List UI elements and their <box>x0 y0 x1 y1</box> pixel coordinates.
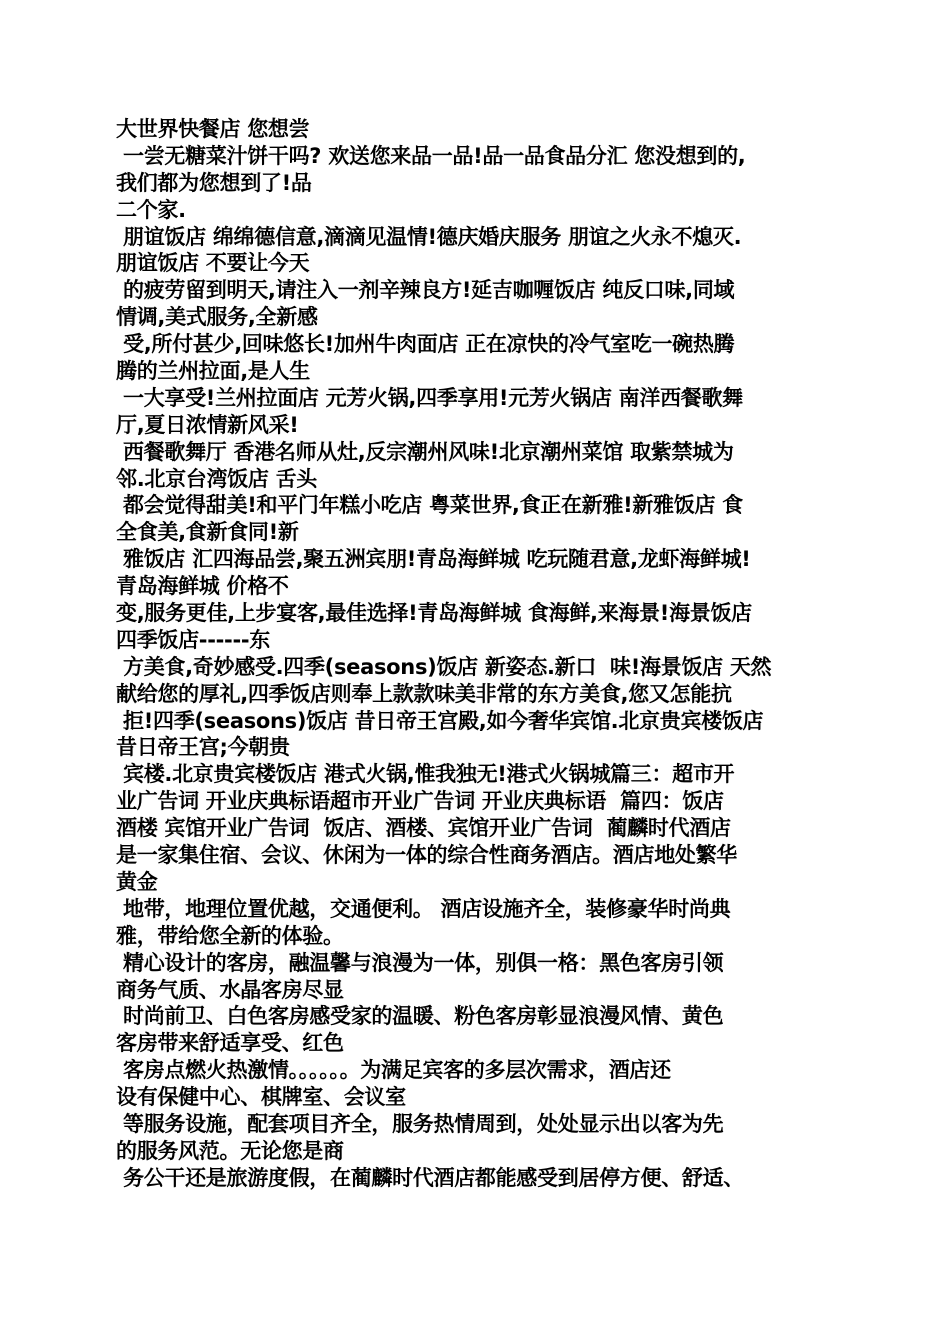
text-line: 受,所付甚少,回味悠长!加州牛肉面店 正在凉快的冷气室吃一碗热腾 <box>116 332 735 357</box>
text-line: 业广告词 开业庆典标语超市开业广告词 开业庆典标语 篇四：饭店 <box>116 789 724 814</box>
text-line: 拒!四季(seasons)饭店 昔日帝王宫殿,如今奢华宾馆.北京贵宾楼饭店 <box>116 708 764 733</box>
text-line: 商务气质、水晶客房尽显 <box>116 977 344 1002</box>
text-line: 精心设计的客房，融温馨与浪漫为一体，别俱一格：黑色客房引领 <box>116 950 724 975</box>
text-line: 腾的兰州拉面,是人生 <box>116 359 310 384</box>
text-line: 我们都为您想到了!品 <box>116 170 312 195</box>
text-line: 地带，地理位置优越，交通便利。 酒店设施齐全，装修豪华时尚典 <box>116 896 731 921</box>
text-line: 时尚前卫、白色客房感受家的温暖、粉色客房彰显浪漫风情、黄色 <box>116 1004 724 1029</box>
text-line: 情调,美式服务,全新感 <box>116 305 318 330</box>
text-line: 朋谊饭店 不要让今天 <box>116 251 310 276</box>
text-line: 的服务风范。无论您是商 <box>116 1138 344 1163</box>
text-line: 的疲劳留到明天,请注入一剂辛辣良方!延吉咖喱饭店 纯反口味,同域 <box>116 278 735 303</box>
text-line: 西餐歌舞厅 香港名师从灶,反宗潮州风味!北京潮州菜馆 取紫禁城为 <box>116 439 734 464</box>
text-line: 全食美,食新食同!新 <box>116 520 299 545</box>
text-line: 务公干还是旅游度假，在蔺麟时代酒店都能感受到居停方便、舒适、 <box>116 1165 745 1190</box>
text-line: 二个家. <box>116 197 186 222</box>
text-line: 一大享受!兰州拉面店 元芳火锅,四季享用!元芳火锅店 南洋西餐歌舞 <box>116 385 743 410</box>
text-line: 青岛海鲜城 价格不 <box>116 574 289 599</box>
text-line: 厅,夏日浓情新风采! <box>116 412 299 437</box>
text-line: 都会觉得甜美!和平门年糕小吃店 粤菜世界,食正在新雅!新雅饭店 食 <box>116 493 743 518</box>
text-line: 等服务设施，配套项目齐全，服务热情周到，处处显示出以客为先 <box>116 1111 724 1136</box>
text-line: 宾楼.北京贵宾楼饭店 港式火锅,惟我独无!港式火锅城篇三：超市开 <box>116 762 735 787</box>
text-line: 献给您的厚礼,四季饭店则奉上款款味美非常的东方美食,您又怎能抗 <box>116 681 732 706</box>
text-line: 客房点燃火热激情。。。。。。为满足宾客的多层次需求，酒店还 <box>116 1058 671 1083</box>
text-line: 黄金 <box>116 869 158 894</box>
text-line: 昔日帝王宫;今朝贵 <box>116 735 290 760</box>
text-line: 朋谊饭店 绵绵德信意,滴滴见温情!德庆婚庆服务 朋谊之火永不熄灭. <box>116 224 742 249</box>
text-line: 是一家集住宿、会议、休闲为一体的综合性商务酒店。酒店地处繁华 <box>116 843 737 868</box>
text-line: 雅，带给您全新的体验。 <box>116 923 344 948</box>
text-line: 方美食,奇妙感受.四季(seasons)饭店 新姿态.新口 味!海景饭店 天然 <box>116 654 772 679</box>
text-line: 大世界快餐店 您想尝 <box>116 117 310 141</box>
text-line: 酒楼 宾馆开业广告词 饭店、酒楼、宾馆开业广告词 蔺麟时代酒店 <box>116 816 731 841</box>
text-line: 设有保健中心、棋牌室、会议室 <box>116 1085 406 1110</box>
document-body <box>116 116 838 1192</box>
text-line: 雅饭店 汇四海品尝,聚五洲宾朋!青岛海鲜城 吃玩随君意,龙虾海鲜城! <box>116 547 751 572</box>
text-line: 四季饭店------东 <box>116 627 270 652</box>
text-line: 邻.北京台湾饭店 舌头 <box>116 466 317 491</box>
text-line: 客房带来舒适享受、红色 <box>116 1031 344 1056</box>
text-line: 一尝无糖菜汁饼干吗? 欢送您来品一品!品一品食品分汇 您没想到的, <box>116 143 746 168</box>
text-line: 变,服务更佳,上步宴客,最佳选择!青岛海鲜城 食海鲜,来海景!海景饭店 <box>116 601 752 626</box>
